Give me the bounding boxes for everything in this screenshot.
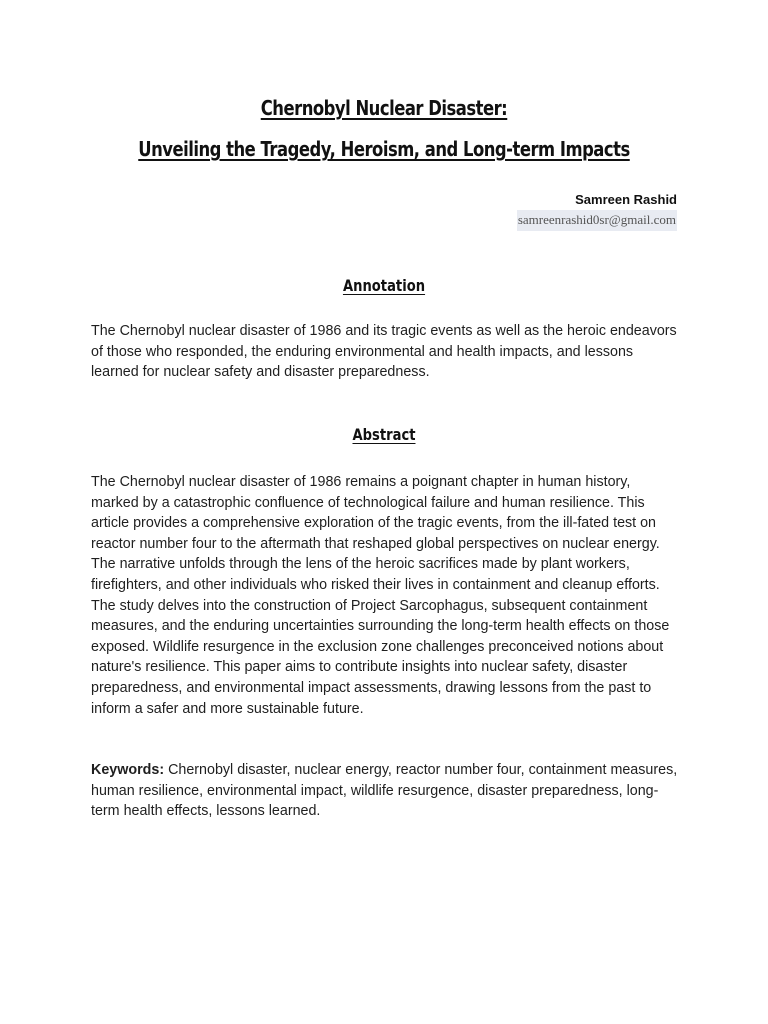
- author-email[interactable]: samreenrashid0sr@gmail.com: [517, 210, 677, 231]
- annotation-paragraph: The Chernobyl nuclear disaster of 1986 and its tragic events as well as the heroic endeavors of those who responded, the enduring environmental and health impacts, and lessons learned for nuclear safety and disaster preparedness.: [91, 323, 677, 381]
- paper-title-line-2: Unveiling the Tragedy, Heroism, and Long-term Impacts: [138, 137, 630, 161]
- author-name: Samreen Rashid: [575, 192, 677, 207]
- keywords-paragraph: [91, 760, 681, 822]
- keywords-list: Chernobyl disaster, nuclear energy, reactor number four, containment measures, human resilience, environmental impact, wildlife resurgence, disaster preparedness, long-term health effects, lessons learned.: [91, 762, 678, 820]
- keywords-label: Keywords:: [91, 762, 165, 778]
- abstract-paragraph: The Chernobyl nuclear disaster of 1986 remains a poignant chapter in human history, marked by a catastrophic confluence of technological failure and human resilience. This article provides a comprehensive exploration of the tragic events, from the ill-fated test on reactor number four to the aftermath that reshaped global perspectives on nuclear energy. The narrative unfolds through the lens of the heroic sacrifices made by plant workers, firefighters, and other individuals who risked their lives in containment and cleanup efforts. The study delves into the construction of Project Sarcophagus, subsequent containment measures, and the enduring uncertainties surrounding the long-term health effects on those exposed. Wildlife resurgence in the exclusion zone challenges preconceived notions about nature's resilience. This paper aims to contribute insights into nuclear safety, disaster preparedness, and environmental impact assessments, drawing lessons from the past to inform a safer and more sustainable future.: [91, 474, 670, 717]
- paper-title-line-1: Chernobyl Nuclear Disaster:: [260, 96, 508, 120]
- annotation-heading: Annotation: [342, 276, 426, 295]
- abstract-heading: Abstract: [352, 425, 416, 444]
